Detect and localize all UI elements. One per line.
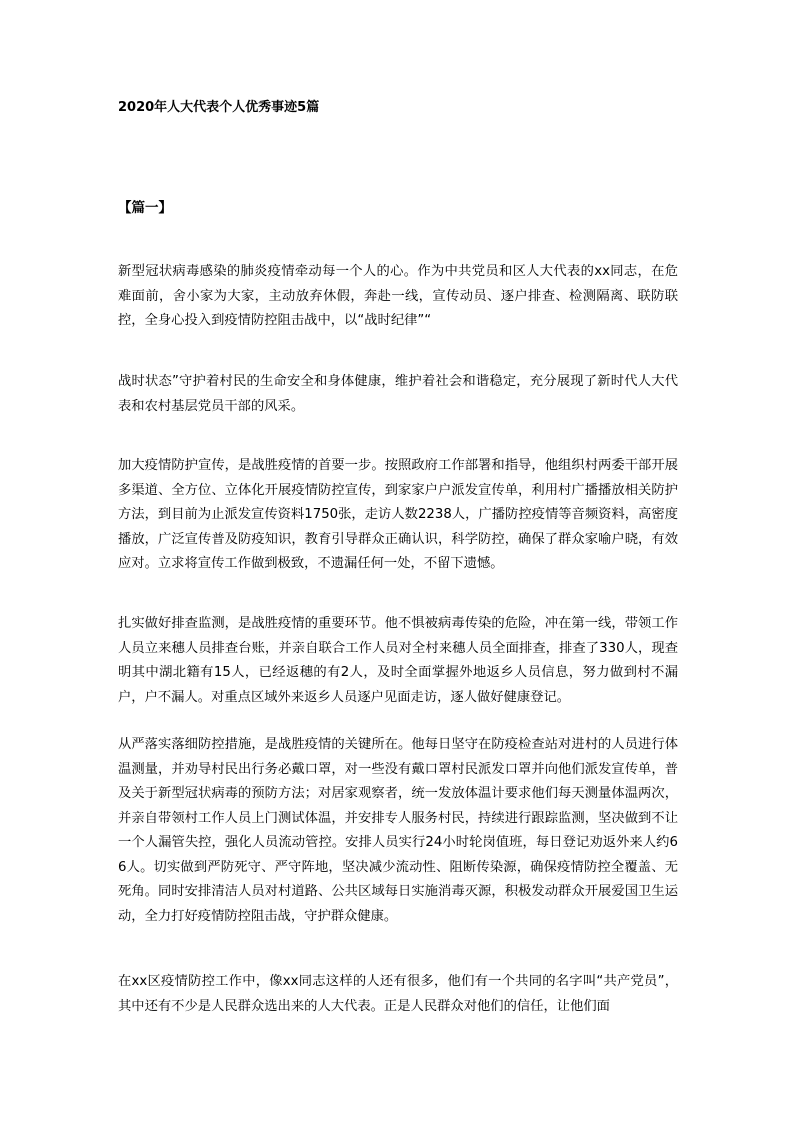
paragraph-4: 扎实做好排查监测，是战胜疫情的重要环节。他不惧被病毒传染的危险，冲在第一线，带领工作人员立来穗人员排查台账，并亲自联合工作人员对全村来穗人员全面排查，排查了330人，现查明其中湖北籍有15人，已经返穗的有2人，及时全面掌握外地返乡人员信息，努力做到村不漏户，户不漏人。对重点区域外来返乡人员逐户见面走访，逐人做好健康登记。	[118, 616, 678, 705]
document-title: 2020年人大代表个人优秀事迹5篇	[118, 100, 320, 115]
paragraph-5: 从严落实落细防控措施，是战胜疫情的关键所在。他每日坚守在防疫检查站对进村的人员进行体温测量，并劝导村民出行务必戴口罩，对一些没有戴口罩村民派发口罩并向他们派发宣传单，普及关于新型冠状病毒的预防方法；对居家观察者，统一发放体温计要求他们每天测量体温两次，并亲自带领村工作人员上门测试体温，并安排专人服务村民，持续进行跟踪监测，坚决做到不让一个人漏管失控，强化人员流动管控。安排人员实行24小时轮岗值班，每日登记劝返外来人约66人。切实做到严防死守、严守阵地，坚决减少流动性、阻断传染源，确保疫情防控全覆盖、无死角。同时安排清洁人员对村道路、公共区域每日实施消毒灭源，积极发动群众开展爱国卫生运动，全力打好疫情防控阻击战，守护群众健康。	[118, 737, 678, 924]
paragraph-2: 战时状态”守护着村民的生命安全和身体健康，维护着社会和谐稳定，充分展现了新时代人大代表和农村基层党员干部的风采。	[118, 374, 678, 414]
paragraph-6: 在xx区疫情防控工作中，像xx同志这样的人还有很多，他们有一个共同的名字叫“共产党员”，其中还有不少是人民群众选出来的人大代表。正是人民群众对他们的信任，让他们面	[118, 974, 678, 1014]
section-heading: 【篇一】	[118, 200, 172, 216]
paragraph-3: 加大疫情防护宣传，是战胜疫情的首要一步。按照政府工作部署和指导，他组织村两委干部开展多渠道、全方位、立体化开展疫情防控宣传，到家家户户派发宣传单，利用村广播播放相关防护方法，到目前为止派发宣传资料1750张，走访人数2238人，广播防控疫情等音频资料，高密度播放，广泛宣传普及防疫知识，教育引导群众正确认识，科学防控，确保了群众家喻户晓，有效应对。立求将宣传工作做到极致，不遗漏任何一处，不留下遗憾。	[118, 458, 678, 571]
paragraph-1: 新型冠状病毒感染的肺炎疫情牵动每一个人的心。作为中共党员和区人大代表的xx同志，在危难面前，舍小家为大家，主动放弃休假，奔赴一线，宣传动员、逐户排查、检测隔离、联防联控，全身心投入到疫情防控阻击战中，以“战时纪律”“	[118, 264, 678, 328]
